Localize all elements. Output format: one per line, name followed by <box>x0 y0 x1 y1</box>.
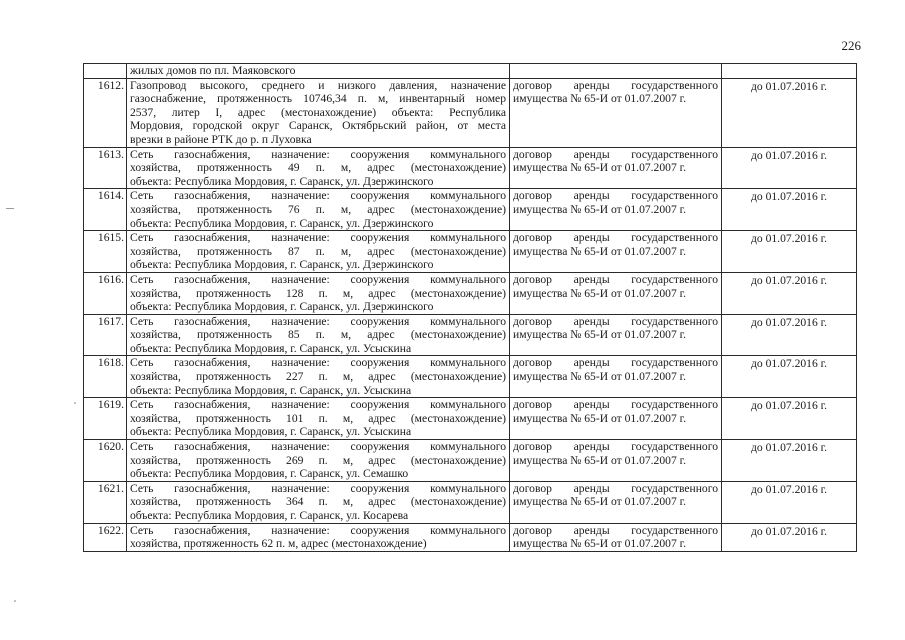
row-basis-cell <box>510 314 722 356</box>
description-line: хозяйства, протяженность 101 п. м, адрес (местонахождение) <box>130 411 506 425</box>
description-line: хозяйства, протяженность 85 п. м, адрес (местонахождение) <box>130 328 506 342</box>
basis-line: договор аренды государственного <box>513 314 718 328</box>
row-basis-cell <box>510 440 722 482</box>
table-row <box>84 231 857 273</box>
row-basis-cell <box>510 523 722 551</box>
basis-line: имущества № 65-И от 01.07.2007 г. <box>513 537 686 551</box>
table-row <box>84 356 857 398</box>
row-number-cell: 1618. <box>84 356 127 398</box>
basis-line: договор аренды государственного <box>513 78 718 92</box>
table-row <box>84 189 857 231</box>
row-description-cell <box>127 314 510 356</box>
description-line: хозяйства, протяженность 364 п. м, адрес (местонахождение) <box>130 495 506 509</box>
basis-line: имущества № 65-И от 01.07.2007 г. <box>513 286 686 300</box>
basis-line: договор аренды государственного <box>513 481 718 495</box>
row-term-cell: до 01.07.2016 г. <box>722 147 857 189</box>
description-line: объекта: Республика Мордовия, г. Саранск, ул. Усыскина <box>130 425 412 439</box>
table-row <box>84 481 857 523</box>
basis-line: имущества № 65-И от 01.07.2007 г. <box>513 370 686 384</box>
row-description-cell <box>127 64 510 79</box>
basis-line: договор аренды государственного <box>513 272 718 286</box>
row-description-cell <box>127 189 510 231</box>
row-description-cell <box>127 78 510 147</box>
basis-line: имущества № 65-И от 01.07.2007 г. <box>513 92 686 106</box>
row-term-cell: до 01.07.2016 г. <box>722 314 857 356</box>
row-description-cell <box>127 440 510 482</box>
row-term-cell: до 01.07.2016 г. <box>722 481 857 523</box>
row-description-cell <box>127 523 510 551</box>
row-description-cell <box>127 147 510 189</box>
basis-line: имущества № 65-И от 01.07.2007 г. <box>513 244 686 258</box>
basis-line: имущества № 65-И от 01.07.2007 г. <box>513 202 686 216</box>
table-row-continuation <box>84 64 857 79</box>
row-number-cell <box>84 64 127 79</box>
description-line: объекта: Республика Мордовия, г. Саранск, ул. Усыскина <box>130 341 412 355</box>
scan-margin-mark <box>6 208 14 209</box>
basis-line: договор аренды государственного <box>513 147 718 161</box>
scan-margin-dot <box>74 402 76 404</box>
row-basis-cell <box>510 356 722 398</box>
row-term-cell: до 01.07.2016 г. <box>722 189 857 231</box>
row-number-cell: 1612. <box>84 78 127 147</box>
registry-table-body <box>84 64 857 552</box>
description-line: Сеть газоснабжения, назначение: сооружения коммунального <box>130 440 506 454</box>
row-term-cell: до 01.07.2016 г. <box>722 523 857 551</box>
description-line: объекта: Республика Мордовия, г. Саранск, ул. Усыскина <box>130 383 412 397</box>
description-line: Сеть газоснабжения, назначение: сооружения коммунального <box>130 481 506 495</box>
basis-line: имущества № 65-И от 01.07.2007 г. <box>513 453 686 467</box>
row-basis-cell <box>510 481 722 523</box>
row-basis-cell <box>510 64 722 79</box>
row-number-cell: 1619. <box>84 398 127 440</box>
basis-line: имущества № 65-И от 01.07.2007 г. <box>513 495 686 509</box>
basis-line: имущества № 65-И от 01.07.2007 г. <box>513 411 686 425</box>
row-basis-cell <box>510 272 722 314</box>
description-line: Мордовия, городской округ Саранск, Октябрьский район, от места <box>130 119 506 133</box>
row-description-cell <box>127 231 510 273</box>
description-line: Сеть газоснабжения, назначение: сооружения коммунального <box>130 314 506 328</box>
basis-line: договор аренды государственного <box>513 189 718 203</box>
description-line: врезки в районе РТК до р. п Луховка <box>130 132 312 146</box>
description-line: жилых домов по пл. Маяковского <box>130 64 296 77</box>
row-basis-cell <box>510 147 722 189</box>
description-line: Сеть газоснабжения, назначение: сооружения коммунального <box>130 398 506 412</box>
description-line: хозяйства, протяженность 87 п. м, адрес (местонахождение) <box>130 244 506 258</box>
row-number-cell: 1613. <box>84 147 127 189</box>
row-number-cell: 1620. <box>84 440 127 482</box>
description-line: объекта: Республика Мордовия, г. Саранск, ул. Дзержинского <box>130 216 434 230</box>
description-line: объекта: Республика Мордовия, г. Саранск, ул. Семашко <box>130 467 409 481</box>
description-line: объекта: Республика Мордовия, г. Саранск, ул. Дзержинского <box>130 174 434 188</box>
row-number-cell: 1621. <box>84 481 127 523</box>
row-term-cell: до 01.07.2016 г. <box>722 398 857 440</box>
description-line: Газопровод высокого, среднего и низкого давления, назначение <box>130 78 506 92</box>
description-line: газоснабжение, протяженность 10746,34 п. м, инвентарный номер <box>130 92 506 106</box>
row-term-cell <box>722 64 857 79</box>
row-description-cell <box>127 356 510 398</box>
description-line: Сеть газоснабжения, назначение: сооружения коммунального <box>130 231 506 245</box>
basis-line: договор аренды государственного <box>513 440 718 454</box>
basis-line: имущества № 65-И от 01.07.2007 г. <box>513 328 686 342</box>
description-line: Сеть газоснабжения, назначение: сооружения коммунального <box>130 272 506 286</box>
row-term-cell: до 01.07.2016 г. <box>722 272 857 314</box>
description-line: хозяйства, протяженность 62 п. м, адрес (местонахождение) <box>130 537 427 551</box>
row-term-cell: до 01.07.2016 г. <box>722 231 857 273</box>
description-line: объекта: Республика Мордовия, г. Саранск, ул. Дзержинского <box>130 258 434 272</box>
row-number-cell: 1614. <box>84 189 127 231</box>
row-basis-cell <box>510 189 722 231</box>
row-term-cell: до 01.07.2016 г. <box>722 78 857 147</box>
description-line: Сеть газоснабжения, назначение: сооружения коммунального <box>130 189 506 203</box>
row-number-cell: 1615. <box>84 231 127 273</box>
row-term-cell: до 01.07.2016 г. <box>722 356 857 398</box>
row-number-cell: 1617. <box>84 314 127 356</box>
basis-line: имущества № 65-И от 01.07.2007 г. <box>513 161 686 175</box>
basis-line: договор аренды государственного <box>513 356 718 370</box>
description-line: объекта: Республика Мордовия, г. Саранск, ул. Косарева <box>130 509 409 522</box>
description-line: Сеть газоснабжения, назначение: сооружения коммунального <box>130 147 506 161</box>
row-basis-cell <box>510 231 722 273</box>
row-description-cell <box>127 272 510 314</box>
description-line: объекта: Республика Мордовия, г. Саранск, ул. Дзержинского <box>130 300 434 314</box>
basis-line: договор аренды государственного <box>513 398 718 412</box>
description-line: Сеть газоснабжения, назначение: сооружения коммунального <box>130 356 506 370</box>
table-row <box>84 272 857 314</box>
description-line: хозяйства, протяженность 128 п. м, адрес (местонахождение) <box>130 286 506 300</box>
row-number-cell: 1622. <box>84 523 127 551</box>
table-row <box>84 440 857 482</box>
row-description-cell <box>127 481 510 523</box>
description-line: хозяйства, протяженность 269 п. м, адрес (местонахождение) <box>130 453 506 467</box>
row-basis-cell <box>510 78 722 147</box>
description-line: 2537, литер I, адрес (местонахождение) объекта: Республика <box>130 105 506 119</box>
description-line: Сеть газоснабжения, назначение: сооружения коммунального <box>130 523 506 537</box>
row-description-cell <box>127 398 510 440</box>
basis-line: договор аренды государственного <box>513 523 718 537</box>
description-line: хозяйства, протяженность 76 п. м, адрес (местонахождение) <box>130 202 506 216</box>
description-line: хозяйства, протяженность 227 п. м, адрес (местонахождение) <box>130 370 506 384</box>
table-row <box>84 147 857 189</box>
description-line: хозяйства, протяженность 49 п. м, адрес (местонахождение) <box>130 161 506 175</box>
scan-margin-dot <box>14 600 16 602</box>
table-row <box>84 78 857 147</box>
registry-table <box>83 63 857 552</box>
table-row <box>84 523 857 551</box>
basis-line: договор аренды государственного <box>513 231 718 245</box>
table-row <box>84 398 857 440</box>
table-row <box>84 314 857 356</box>
row-basis-cell <box>510 398 722 440</box>
page-number: 226 <box>841 38 861 53</box>
row-number-cell: 1616. <box>84 272 127 314</box>
row-term-cell: до 01.07.2016 г. <box>722 440 857 482</box>
